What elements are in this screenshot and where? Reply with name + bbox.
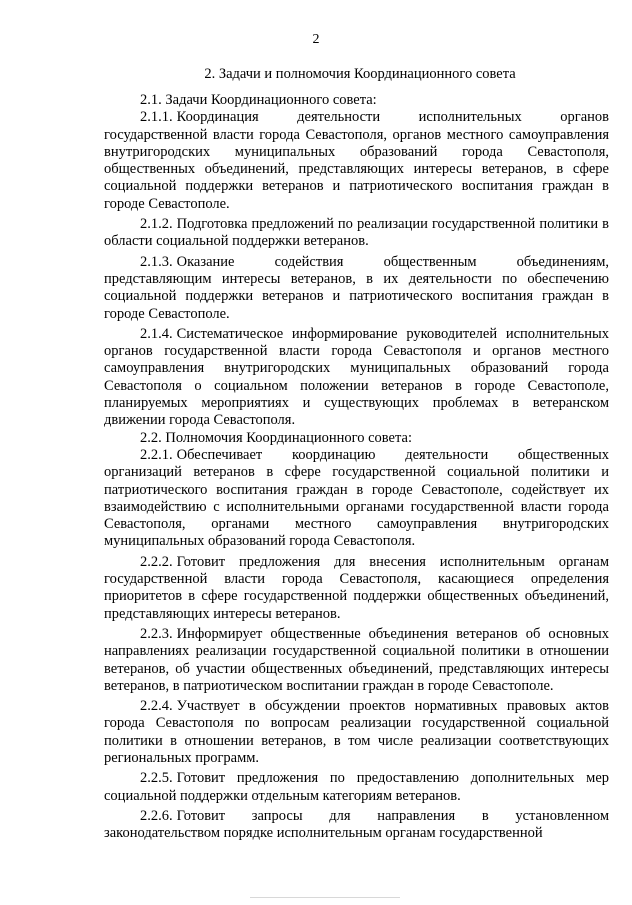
paragraph-2-2-6 bbox=[104, 808, 609, 843]
paragraph-2-2-2 bbox=[104, 554, 609, 623]
paragraph-text: Обеспечивает координацию деятельности общественных организаций ветеранов в сфере государственной социальной политики и патриотического воспитания граждан в городе Севастополе, содействует их взаимодействию с исполнительными органами государственной власти города Севастополя, органами местного самоуправления внутригородских муниципальных образований города Севастополя. bbox=[104, 446, 609, 550]
section-title: 2. Задачи и полномочия Координационного совета bbox=[204, 66, 516, 82]
paragraph-text: 2.1. Задачи Координационного совета: bbox=[140, 92, 377, 108]
paragraph-2-2-4 bbox=[104, 698, 609, 767]
paragraph-number: 2.2.5. bbox=[140, 770, 173, 787]
paragraph-text: Готовит запросы для направления в установленном законодательством порядке исполнительным органам государственной bbox=[104, 807, 609, 842]
paragraph-2-1-3 bbox=[104, 254, 609, 323]
paragraph-2-1-heading bbox=[104, 92, 609, 109]
paragraph-text: Координация деятельности исполнительных органов государственной власти города Севастополя, органов местного самоуправления внутригородских муниципальных образований города Севастополя, общественных объединений, представляющих интересы ветеранов, в сфере социальной поддержки ветеранов и патриотического воспитания граждан в городе Севастополе. bbox=[104, 109, 609, 212]
paragraph-number: 2.1.4. bbox=[140, 325, 173, 342]
paragraph-text: Систематическое информирование руководителей исполнительных органов государственной власти города Севастополя и органов местного самоуправления внутригородских муниципальных образований города Севастополя о социальном положении ветеранов в городе Севастополе, планируемых мероприятиях и существующих проблемах в ветеранском движении города Севастополя. bbox=[104, 325, 609, 429]
paragraph-number: 2.1.1. bbox=[140, 109, 173, 126]
paragraph-2-1-1 bbox=[104, 109, 609, 213]
paragraph-2-2-5 bbox=[104, 770, 609, 805]
paragraph-text: Подготовка предложений по реализации государственной политики в области социальной поддержки ветеранов. bbox=[104, 216, 609, 250]
paragraph-number: 2.1.2. bbox=[140, 216, 173, 233]
paragraph-text: Готовит предложения по предоставлению дополнительных мер социальной поддержки отдельным категориям ветеранов. bbox=[104, 770, 609, 804]
paragraph-2-2-1 bbox=[104, 447, 609, 551]
paragraph-text: Информирует общественные объединения ветеранов об основных направлениях реализации государственной социальной политики в отношении ветеранов, об участии общественных объединений, представляющих интересы ветеранов, в патриотическом воспитании граждан в городе Севастополе. bbox=[104, 625, 609, 694]
paragraph-number: 2.2.1. bbox=[140, 446, 173, 463]
paragraph-text: Участвует в обсуждении проектов нормативных правовых актов города Севастополя по вопросам реализации государственной социальной политики в отношении ветеранов, в том числе реализации соответствующих региональных программ. bbox=[104, 698, 609, 766]
paragraph-2-2-heading bbox=[104, 430, 609, 447]
paragraph-text: Оказание содействия общественным объединениям, представляющим интересы ветеранов, в их деятельности по обеспечению социальной поддержки ветеранов и патриотического воспитания граждан в городе Севастополе. bbox=[104, 253, 609, 322]
paragraph-text: Готовит предложения для внесения исполнительным органам государственной власти города Севастополя, касающиеся определения приоритетов в сфере государственной поддержки общественных объединений, представляющих интересы ветеранов. bbox=[104, 553, 609, 622]
page-number: 2 bbox=[312, 32, 320, 47]
paragraph-number: 2.2.3. bbox=[140, 625, 173, 642]
paragraph-number: 2.1.3. bbox=[140, 253, 173, 270]
paragraph-number: 2.2.6. bbox=[140, 807, 173, 824]
paragraph-2-1-4 bbox=[104, 326, 609, 430]
paragraph-text: 2.2. Полномочия Координационного совета: bbox=[140, 429, 412, 446]
paragraph-number: 2.2.4. bbox=[140, 698, 173, 715]
paragraph-number: 2.2.2. bbox=[140, 553, 173, 570]
paragraph-2-1-2 bbox=[104, 216, 609, 251]
paragraph-2-2-3 bbox=[104, 626, 609, 695]
document-body bbox=[104, 92, 609, 842]
scan-edge-artifact bbox=[250, 897, 400, 898]
